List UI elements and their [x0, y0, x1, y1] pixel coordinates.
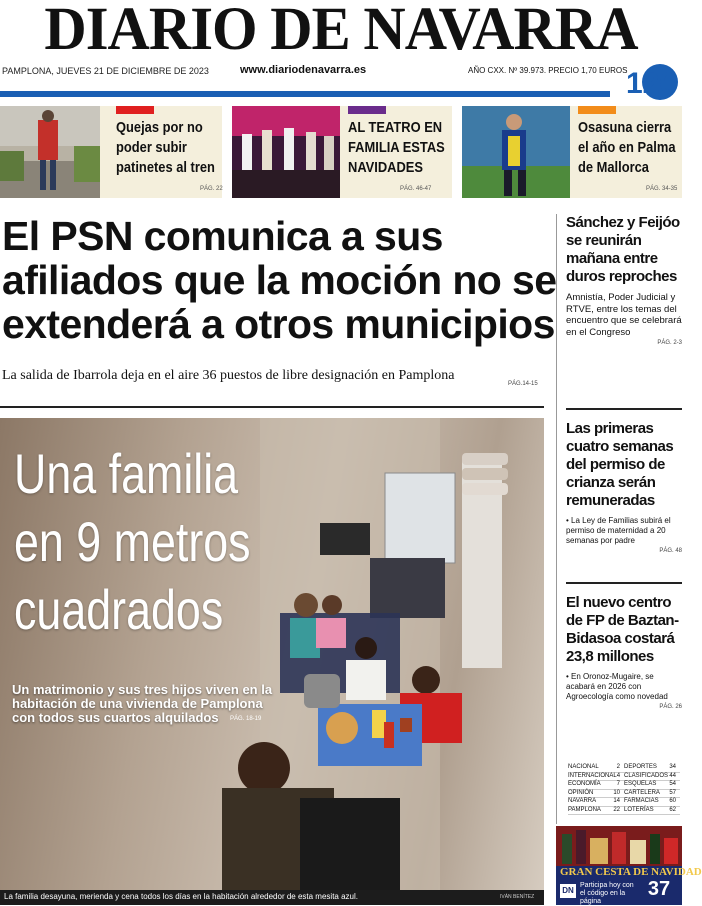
- teaser-text: AL TEATRO EN FAMILIA ESTAS NAVIDADES: [348, 119, 445, 176]
- column-divider: [556, 214, 557, 824]
- section-index: [568, 764, 680, 815]
- photo-caption: La familia desayuna, merienda y cena todos los días en la habitación alrededor de esta mesita azul.: [4, 892, 358, 901]
- photo-headline[interactable]: [14, 440, 251, 644]
- dateline: PAMPLONA, JUEVES 21 DE DICIEMBRE DE 2023: [2, 66, 209, 76]
- photo-credit: IVÁN BENÍTEZ: [500, 894, 535, 900]
- index-row: [568, 807, 680, 816]
- teaser-image-street: [0, 106, 100, 198]
- index-row: [568, 798, 680, 807]
- index-row: [568, 781, 680, 790]
- index-entry[interactable]: FARMACIAS 60: [624, 798, 676, 804]
- index-entry[interactable]: PAMPLONA 22: [568, 806, 620, 813]
- index-entry[interactable]: INTERNACIONAL 4: [568, 772, 621, 779]
- teaser-tab-purple: [348, 106, 386, 114]
- sidebar-body: • La Ley de Familias subirá el permiso de maternidad a 20 semanas por padre: [566, 516, 671, 545]
- sidebar-headline: El nuevo centro de FP de Baztan-Bidasoa costará 23,8 millones: [566, 594, 679, 665]
- teaser-tab-red: [116, 106, 154, 114]
- lead-headline[interactable]: El PSN comunica a sus afiliados que la moción no se extenderá a otros municipios: [2, 213, 557, 347]
- teaser-page: PÁG. 34-35: [646, 186, 678, 192]
- lead-divider: [0, 406, 544, 408]
- index-entry[interactable]: LOTERÍAS 62: [624, 806, 676, 813]
- index-entry[interactable]: ESQUELAS 54: [624, 781, 676, 787]
- lead-page: PÁG.14-15: [508, 381, 538, 387]
- lead-subheadline: [2, 368, 455, 384]
- lead-subheadline-text: La salida de Ibarrola deja en el aire 36 puestos de libre designación en Pamplona: [2, 368, 455, 383]
- teaser-page: PÁG. 46-47: [400, 186, 432, 192]
- sidebar-body: Amnistía, Poder Judicial y RTVE, entre los temas del encuentro que se celebrará en el Congreso: [566, 292, 682, 338]
- index-entry[interactable]: OPINIÓN 10: [568, 789, 620, 796]
- website-url[interactable]: www.diariodenavarra.es: [240, 64, 367, 76]
- sidebar-story-fp[interactable]: [566, 594, 682, 710]
- masthead-rule: [0, 91, 610, 97]
- sidebar-story-crianza[interactable]: [566, 420, 682, 554]
- teaser-trains[interactable]: [0, 106, 222, 198]
- sidebar-divider: [566, 582, 682, 584]
- teaser-text: Osasuna cierra el año en Palma de Mallorca: [578, 119, 676, 176]
- teaser-osasuna[interactable]: [462, 106, 682, 198]
- teaser-page: PÁG. 22: [200, 186, 223, 192]
- index-entry[interactable]: DEPORTES 34: [624, 764, 676, 770]
- sidebar-page: PÁG. 48: [659, 548, 682, 554]
- index-row: [568, 764, 680, 773]
- sidebar-headline: Sánchez y Feijóo se reunirán mañana entre duros reproches: [566, 214, 680, 285]
- index-row: [568, 790, 680, 799]
- sidebar-headline: Las primeras cuatro semanas del permiso de crianza serán remuneradas: [566, 420, 674, 509]
- index-row: [568, 773, 680, 782]
- index-entry[interactable]: ECONOMÍA 7: [568, 781, 620, 787]
- sidebar-divider: [566, 408, 682, 410]
- index-entry[interactable]: NAVARRA 14: [568, 798, 620, 804]
- index-entry[interactable]: CLASIFICADOS 44: [624, 772, 676, 779]
- teaser-image-stage: [232, 106, 340, 198]
- anniversary-logo: [612, 62, 680, 102]
- photo-page: PÁG. 18-19: [230, 716, 262, 722]
- dn-logo: DN: [560, 884, 576, 898]
- sidebar-body: • En Oronoz-Mugaire, se acabará en 2026 con Agroecología como novedad: [566, 672, 668, 701]
- teaser-image-footballer: [462, 106, 570, 198]
- masthead-title: DIARIO DE NAVARRA: [44, 0, 638, 63]
- index-entry[interactable]: NACIONAL 2: [568, 764, 620, 770]
- promo-title: GRAN CESTA DE NAVIDAD: [560, 866, 702, 878]
- photo-headline-line: Una familia: [14, 442, 239, 505]
- teaser-theatre[interactable]: [232, 106, 452, 198]
- promo-text: Participa hoy con el código en la página: [580, 882, 634, 905]
- sidebar-page: PÁG. 2-3: [657, 340, 682, 346]
- photo-headline-line: cuadrados: [14, 578, 224, 641]
- christmas-basket-promo[interactable]: [556, 826, 702, 905]
- anniversary-number: 120: [626, 67, 677, 100]
- promo-page-number: 37: [642, 878, 676, 900]
- issue-info: AÑO CXX. Nº 39.973. PRECIO 1,70 EUROS: [468, 66, 628, 75]
- photo-headline-line: en 9 metros: [14, 510, 251, 573]
- sidebar-page: PÁG. 26: [659, 704, 682, 710]
- teaser-text: Quejas por no poder subir patinetes al tren: [116, 119, 215, 176]
- teaser-tab-orange: [578, 106, 616, 114]
- index-entry[interactable]: CARTELERA 57: [624, 789, 676, 796]
- basket-products-image: [556, 826, 682, 866]
- sidebar-story-meeting[interactable]: [566, 214, 682, 346]
- photo-subtitle: Un matrimonio y sus tres hijos viven en la habitación de una vivienda de Pamplona con todos sus cuartos alquilados: [12, 682, 273, 725]
